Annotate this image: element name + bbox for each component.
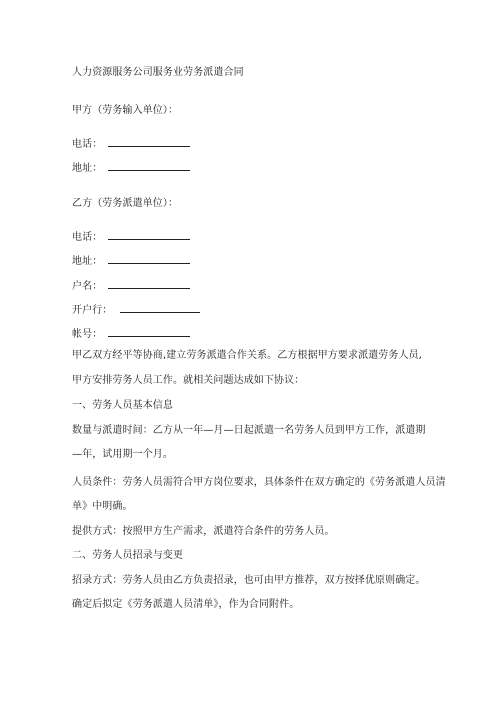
party-b-bank-field[interactable]: [120, 301, 200, 313]
party-a-address-field[interactable]: [108, 159, 190, 171]
section1-quantity-line-1: 数量与派遣时间：乙方从一年—月—日起派遣一名劳务人员到甲方工作，派遣期: [72, 425, 426, 436]
section1-heading: 一、劳务人员基本信息: [72, 400, 173, 411]
party-b-phone-field[interactable]: [108, 228, 190, 240]
party-b-address-label: 地址：: [72, 256, 103, 267]
section1-conditions-line-2: 单》中明确。: [72, 501, 133, 512]
party-a-phone-field[interactable]: [108, 135, 190, 147]
party-b-account-no-label: 帐号：: [72, 329, 103, 340]
section1-conditions-line-1: 人员条件：劳务人员需符合甲方岗位要求，具体条件在双方确定的《劳务派遣人员清: [72, 477, 446, 488]
party-a-address-row: [72, 159, 190, 176]
party-b-account-name-row: [72, 277, 190, 294]
party-b-account-no-field[interactable]: [108, 325, 190, 337]
section2-recruit: 招录方式：劳务人员由乙方负责招录，也可由甲方推荐，双方按择优原则确定。: [72, 575, 426, 586]
section1-supply: 提供方式：按照甲方生产需求，派遣符合条件的劳务人员。: [72, 526, 335, 537]
section1-quantity-line-2: —年，试用期一个月。: [72, 449, 173, 460]
party-a-phone-label: 电话：: [72, 139, 103, 150]
party-a-address-label: 地址：: [72, 163, 103, 174]
section2-heading: 二、劳务人员招录与变更: [72, 550, 184, 561]
section2-confirm: 确定后拟定《劳务派遣人员清单》，作为合同附件。: [72, 599, 300, 610]
party-b-address-row: [72, 252, 190, 269]
party-b-heading: 乙方（劳务派遣单位）：: [72, 198, 179, 209]
document-title: 人力资源服务公司服务业劳务派遣合同: [72, 67, 244, 78]
intro-line-1: 甲乙双方经平等协商,建立劳务派遣合作关系。乙方根据甲方要求派遣劳务人员,: [72, 350, 422, 361]
party-b-account-name-label: 户名：: [72, 281, 103, 292]
intro-line-2: 甲方安排劳务人员工作。就相关问题达成如下协议：: [72, 375, 305, 386]
party-b-phone-label: 电话：: [72, 232, 103, 243]
party-b-bank-row: [72, 301, 200, 318]
party-b-account-name-field[interactable]: [108, 277, 190, 289]
party-b-phone-row: [72, 228, 190, 245]
party-b-account-no-row: [72, 325, 190, 342]
party-a-heading: 甲方（劳务输入单位）：: [72, 105, 179, 116]
party-a-phone-row: [72, 135, 190, 152]
party-b-bank-label: 开户行：: [72, 305, 113, 316]
party-b-address-field[interactable]: [108, 252, 190, 264]
